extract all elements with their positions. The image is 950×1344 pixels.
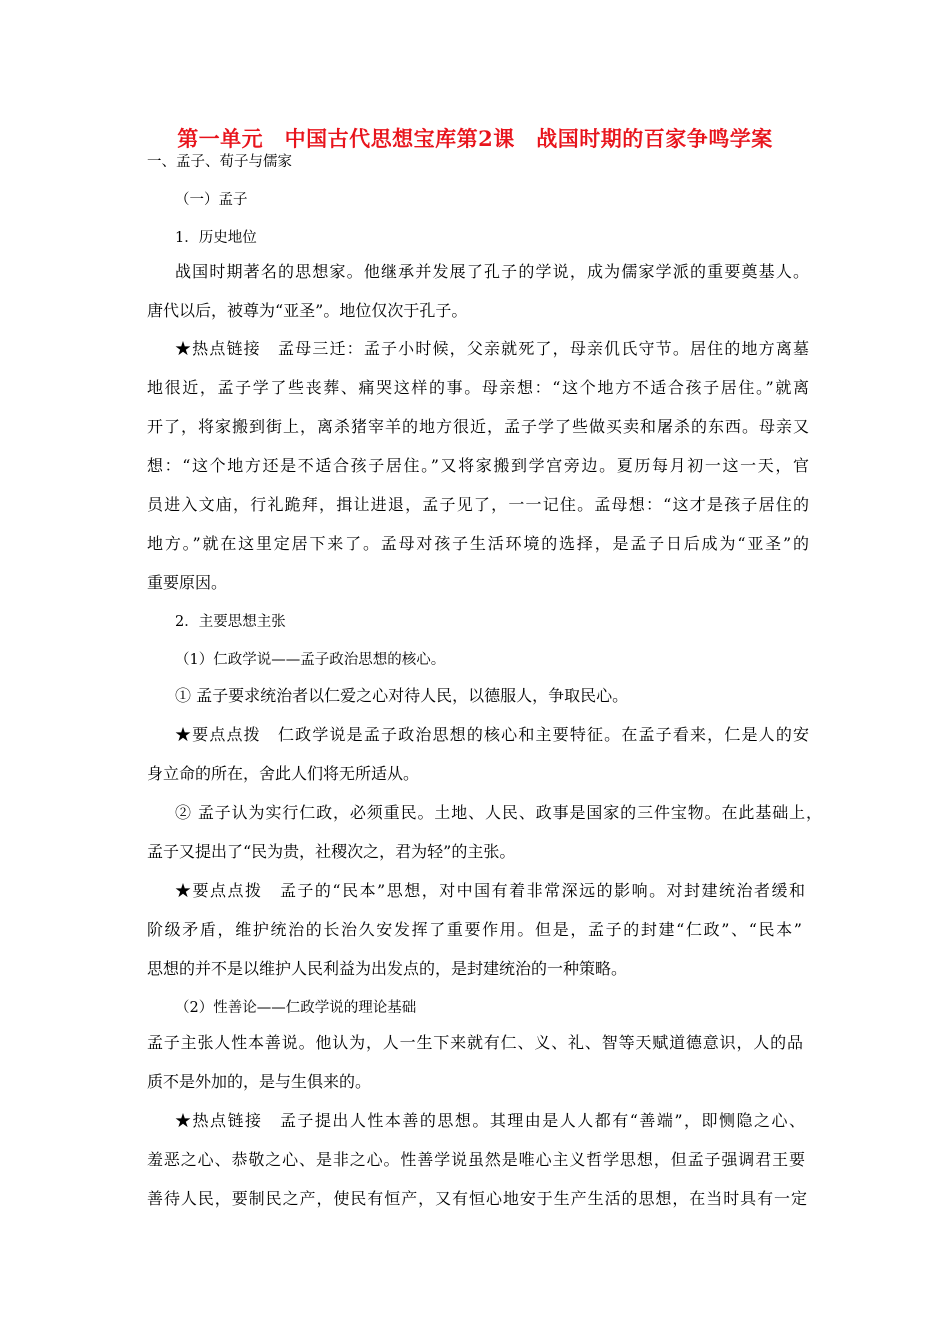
paragraph-line: 善待人民，要制民之产，使民有恒产，又有恒心地安于生产生活的思想，在当时具有一定	[147, 1189, 807, 1208]
heading-benevolent-govt: （1）仁政学说——孟子政治思想的核心。	[175, 652, 446, 668]
paragraph-line: 地很近，孟子学了些丧葬、痛哭这样的事。母亲想：“这个地方不适合孩子居住。”就离	[147, 378, 809, 397]
heading-main-ideas: 2．主要思想主张	[175, 614, 286, 630]
paragraph-line: 想：“这个地方还是不适合孩子居住。”又将家搬到学宫旁边。夏历每月初一这一天，官	[147, 456, 809, 475]
paragraph-line: ★热点链接 孟子提出人性本善的思想。其理由是人人都有“善端”，即恻隐之心、	[175, 1111, 805, 1130]
heading-human-nature: （2）性善论——仁政学说的理论基础	[175, 1000, 417, 1016]
paragraph-line: 战国时期著名的思想家。他继承并发展了孔子的学说，成为儒家学派的重要奠基人。	[175, 262, 809, 281]
paragraph-line: 身立命的所在，舍此人们将无所适从。	[147, 764, 420, 783]
paragraph-line: ★要点点拨 孟子的“民本”思想，对中国有着非常深远的影响。对封建统治者缓和	[175, 881, 805, 900]
paragraph-line: 羞恶之心、恭敬之心、是非之心。性善学说虽然是唯心主义哲学思想，但孟子强调君王要	[147, 1150, 805, 1169]
paragraph-line: 唐代以后，被尊为“亚圣”。地位仅次于孔子。	[147, 301, 468, 320]
page-title: 第一单元 中国古代思想宝库第2课 战国时期的百家争鸣学案	[177, 126, 773, 151]
paragraph-line: 员进入文庙，行礼跪拜，揖让进退，孟子见了，一一记住。孟母想：“这才是孩子居住的	[147, 495, 809, 514]
paragraph-line: 孟子主张人性本善说。他认为，人一生下来就有仁、义、礼、智等天赋道德意识，人的品	[147, 1033, 803, 1052]
paragraph-line: 重要原因。	[147, 573, 228, 592]
paragraph-line: 地方。”就在这里定居下来了。孟母对孩子生活环境的选择，是孟子日后成为“亚圣”的	[147, 534, 809, 553]
paragraph-line: 质不是外加的，是与生俱来的。	[147, 1072, 372, 1091]
paragraph-line: 阶级矛盾，维护统治的长治久安发挥了重要作用。但是，孟子的封建“仁政”、“民本”	[147, 920, 802, 939]
paragraph-line: 思想的并不是以维护人民利益为出发点的，是封建统治的一种策略。	[147, 959, 628, 978]
paragraph-line: 孟子又提出了“民为贵，社稷次之，君为轻”的主张。	[147, 842, 516, 861]
paragraph-line: ★热点链接 孟母三迁：孟子小时候，父亲就死了，母亲仉氏守节。居住的地方离墓	[175, 339, 809, 358]
heading-historical-status: 1．历史地位	[175, 230, 257, 246]
subsection-heading-mencius: （一）孟子	[175, 192, 248, 208]
paragraph-line: ① 孟子要求统治者以仁爱之心对待人民，以德服人，争取民心。	[175, 686, 629, 705]
paragraph-line: 开了，将家搬到街上，离杀猪宰羊的地方很近，孟子学了些做买卖和屠杀的东西。母亲又	[147, 417, 809, 436]
paragraph-line: ② 孟子认为实行仁政，必须重民。土地、人民、政事是国家的三件宝物。在此基础上，	[175, 803, 822, 822]
section-heading-mencius-xunzi: 一、孟子、荀子与儒家	[147, 154, 292, 170]
paragraph-line: ★要点点拨 仁政学说是孟子政治思想的核心和主要特征。在孟子看来，仁是人的安	[175, 725, 809, 744]
